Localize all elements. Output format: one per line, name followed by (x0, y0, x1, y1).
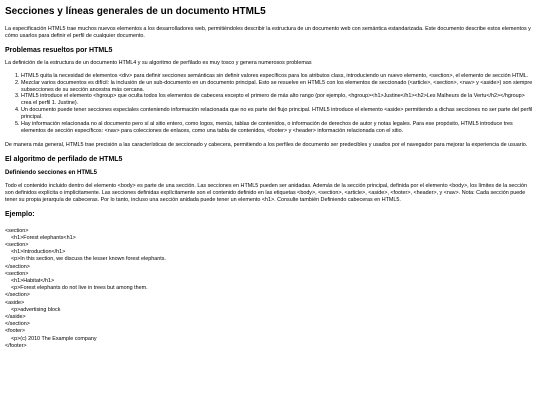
example-heading: Ejemplo: (5, 210, 35, 218)
list-item: 4. Un documento puede tener secciones especiales conteniendo información relacionada que no es parte del flujo principal. HTML5 introduce el elemento <aside> permitiendo a dichas secciones no ser parte del perfil principal. (21, 107, 535, 121)
list-item: 3. HTML5 introduce el elemento <hgroup> que oculta todos los elementos de cabecera excepto el primero de más alto rango (por ejemplo, <hgroup><h1>Justine</h1><h2>Les Malheurs de la Vertu</h2></hgroup> crea el perfil 1. Justine). (21, 93, 535, 107)
example-code: <section> <h1>Forest elephants<h1> <section> <h1>Introduction</h1> <p>In this section, we discuss the lesser known forest elephants. </section> <section> <h1>Habitat</h1> <p>Forest elephants do not live in trees but among them. </section> <aside> <p>advertising block </aside> </section> <footer> <p>(c) 2010 The Example company </footer> (5, 227, 166, 349)
list-item: 5. Hay información relacionada no al documento pero sí al sitio entero, como logos, menús, tablas de contenidos, o información de derechos de autor y notas legales. Para ese propósito, HTML5 introduce tres elementos de sección específicos: <nav> para colecciones de enlaces, como una tabla de contenidos, <footer> y <header> información relacionada con el sitio. (21, 121, 535, 135)
list-item: 1. HTML5 quita la necesidad de elementos <div> para definir secciones semánticas sin definir valores específicos para los atributos class, introduciendo un nuevo elemento, <section>, el elemento de sección HTML. (21, 73, 535, 80)
problems-heading: Problemas resueltos por HTML5 (5, 46, 113, 54)
sections-paragraph: Todo el contenido incluido dentro del elemento <body> es parte de una sección. Las secciones en HTML5 pueden ser anidadas. Además de la sección principal, definida por el elemento <body>, los límites de la sección son definidos explícita o implícitamente. Las secciones definidas explícitamente son el contenido definido en las etiquetas <body>, <section>, <article>, <aside>, <footer>, <header>, y <nav>. Nota: Cada sección puede tener su propia jerarquía de cabeceras. Por lo tanto, incluso una sección anidada puede tener un elemento <h1>. Consulte también Definiendo cabeceras en HTML5. (5, 182, 528, 203)
problems-lead: La definición de la estructura de un documento HTML4 y su algoritmo de perfilado es muy tosco y genera numerosos problemas (5, 59, 312, 66)
problems-list (5, 73, 535, 135)
sections-subheading: Definiendo secciones en HTML5 (5, 169, 98, 176)
page-title: Secciones y líneas generales de un documento HTML5 (5, 6, 266, 17)
intro-paragraph: La especificación HTML5 trae muchos nuevos elementos a los desarrolladores web, permitiéndoles describir la estructura de un documento web con semántica estandarizada. Este documento describe estos elementos y cómo usarlos para definir el perfil de cualquier documento. (5, 26, 531, 39)
problems-conclusion: De manera más general, HTML5 trae precisión a las características de seccionado y cabecera, permitiendo a los perfiles de documento ser predecibles y usados por el navegador para mejorar la experiencia de usuario. (5, 141, 528, 148)
list-item: 2. Mezclar varios documentos es difícil: la inclusión de un sub-documento en un documento principal. Esto se resuelve en HTML5 con los elementos de seccionado (<article>, <section>, <nav> y <aside>) son siempre subsecciones de su sección ancestra más cercana. (21, 80, 535, 94)
algorithm-heading: El algoritmo de perfilado de HTML5 (5, 155, 123, 163)
